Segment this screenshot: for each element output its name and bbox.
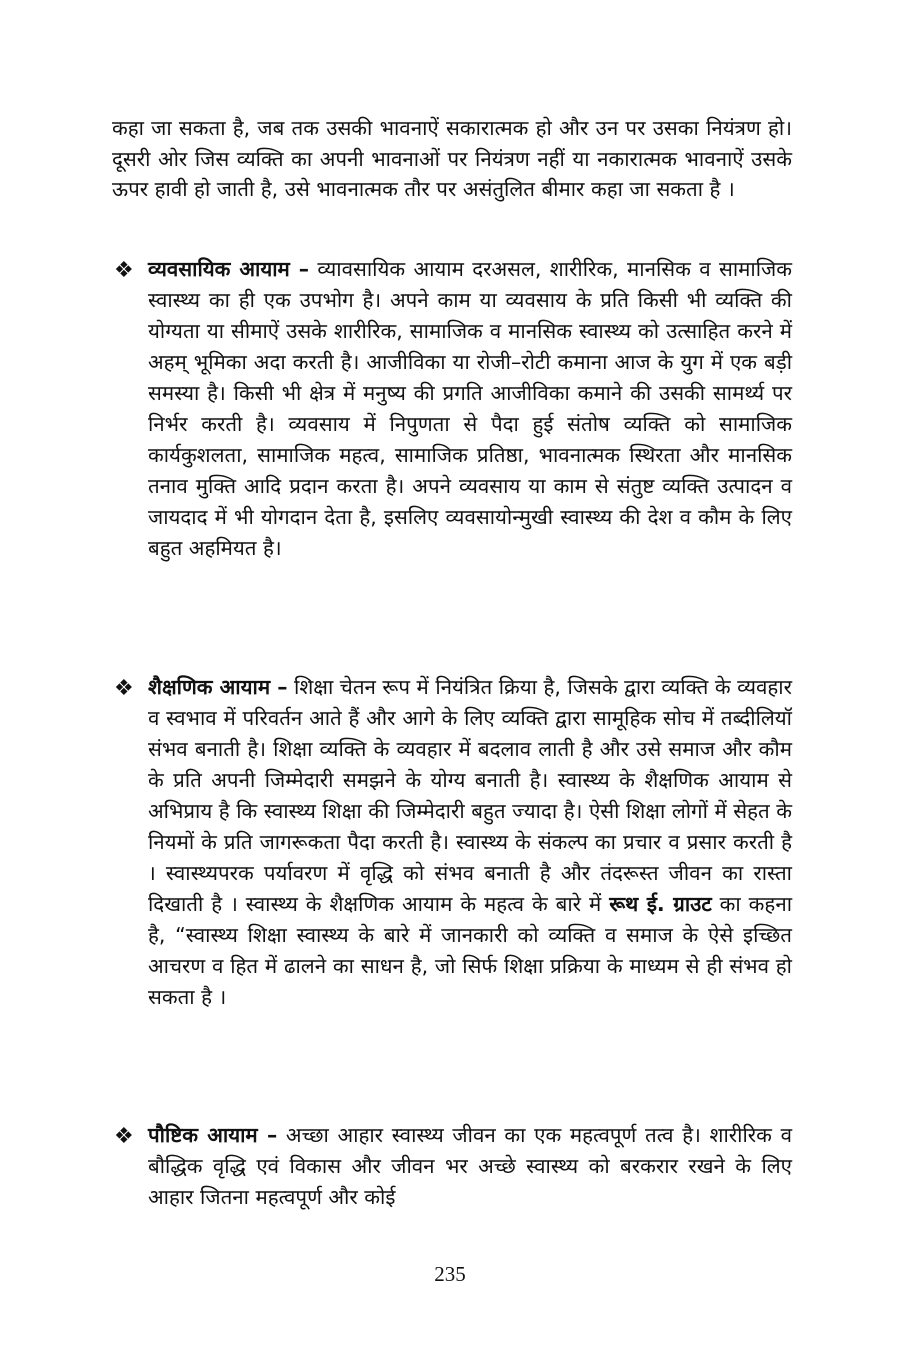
bullet-paragraph (148, 254, 792, 564)
bullet-title: पौष्टिक आयाम – (148, 1123, 278, 1147)
bullet-item-educational (114, 672, 792, 1013)
diamond-bullet-icon: ❖ (114, 1124, 134, 1149)
bullet-body: व्यावसायिक आयाम दरअसल, शारीरिक, मानसिक व सामाजिक स्वास्थ्य का ही एक उपभोग है। अपने काम या व्यवसाय के प्रति किसी भी व्यक्ति की योग्यता या सीमाऐं उसके शारीरिक, सामाजिक व मानसिक स्वास्थ्य को उत्साहित करने में अहम् भूमिका अदा करती है। आजीविका या रोजी–रोटी कमाना आज के युग में एक बड़ी समस्या है। किसी भी क्षेत्र में मनुष्य की प्रगति आजीविका कमाने की उसकी सामर्थ्य पर निर्भर करती है। व्यवसाय में निपुणता से पैदा हुई संतोष व्यक्ति को सामाजिक कार्यकुशलता, सामाजिक महत्व, सामाजिक प्रतिष्ठा, भावनात्मक स्थिरता और मानसिक तनाव मुक्ति आदि प्रदान करता है। अपने व्यवसाय या काम से संतुष्ट व्यक्ति उत्पादन व जायदाद में भी योगदान देता है, इसलिए व्यवसायोन्मुखी स्वास्थ्य की देश व कौम के लिए बहुत अहमियत है। (148, 257, 793, 560)
page-number: 235 (434, 1262, 466, 1286)
bullet-item-vocational (114, 254, 792, 564)
diamond-bullet-icon: ❖ (114, 676, 134, 701)
bullet-paragraph (148, 672, 792, 1013)
intro-paragraph: कहा जा सकता है, जब तक उसकी भावनाऐं सकारात्मक हो और उन पर उसका नियंत्रण हो। दूसरी ओर जिस व्यक्ति का अपनी भावनाओं पर नियंत्रण नहीं या नकारात्मक भावनाऐं उसके ऊपर हावी हो जाती है, उसे भावनात्मक तौर पर असंतुलित बीमार कहा जा सकता है । (112, 116, 792, 202)
bullet-item-nutritional (114, 1120, 792, 1213)
bullet-body: अच्छा आहार स्वास्थ्य जीवन का एक महत्वपूर्ण तत्व है। शारीरिक व बौद्धिक वृद्धि एवं विकास और जीवन भर अच्छे स्वास्थ्य को बरकरार रखने के लिए आहार जितना महत्वपूर्ण और कोई (148, 1123, 792, 1209)
diamond-bullet-icon: ❖ (114, 258, 134, 283)
bullet-title: व्यवसायिक आयाम – (148, 257, 310, 281)
bullet-title: शैक्षणिक आयाम – (148, 675, 288, 699)
bullet-body: शिक्षा चेतन रूप में नियंत्रित क्रिया है, जिसके द्वारा व्यक्ति के व्यवहार व स्वभाव में परिवर्तन आते हैं और आगे के लिए व्यक्ति द्वारा सामूहिक सोच में तब्दीलियॉ संभव बनाती है। शिक्षा व्यक्ति के व्यवहार में बदलाव लाती है और उसे समाज और कौम के प्रति अपनी जिम्मेदारी समझने के योग्य बनाती है। स्वास्थ्य के शैक्षणिक आयाम से अभिप्राय है कि स्वास्थ्य शिक्षा की जिम्मेदारी बहुत ज्यादा है। ऐसी शिक्षा लोगों में सेहत के नियमों के प्रति जागरूकता पैदा करती है। स्वास्थ्य के संकल्प का प्रचार व प्रसार करती है । स्वास्थ्यपरक पर्यावरण में वृद्धि को संभव बनाती है और तंदरूस्त जीवन का रास्ता दिखाती है । स्वास्थ्य के शैक्षणिक आयाम के महत्व के बारे में (148, 675, 792, 916)
author-name: रूथ ई. ग्राउट (609, 892, 712, 916)
bullet-body-continued: का कहना है, “स्वास्थ्य शिक्षा स्वास्थ्य के बारे में जानकारी को व्यक्ति व समाज के ऐसे इच्छित आचरण व हित में ढालने का साधन है, जो सिर्फ शिक्षा प्रक्रिया के माध्यम से ही संभव हो सकता है । (148, 892, 793, 1009)
bullet-paragraph (148, 1120, 792, 1213)
